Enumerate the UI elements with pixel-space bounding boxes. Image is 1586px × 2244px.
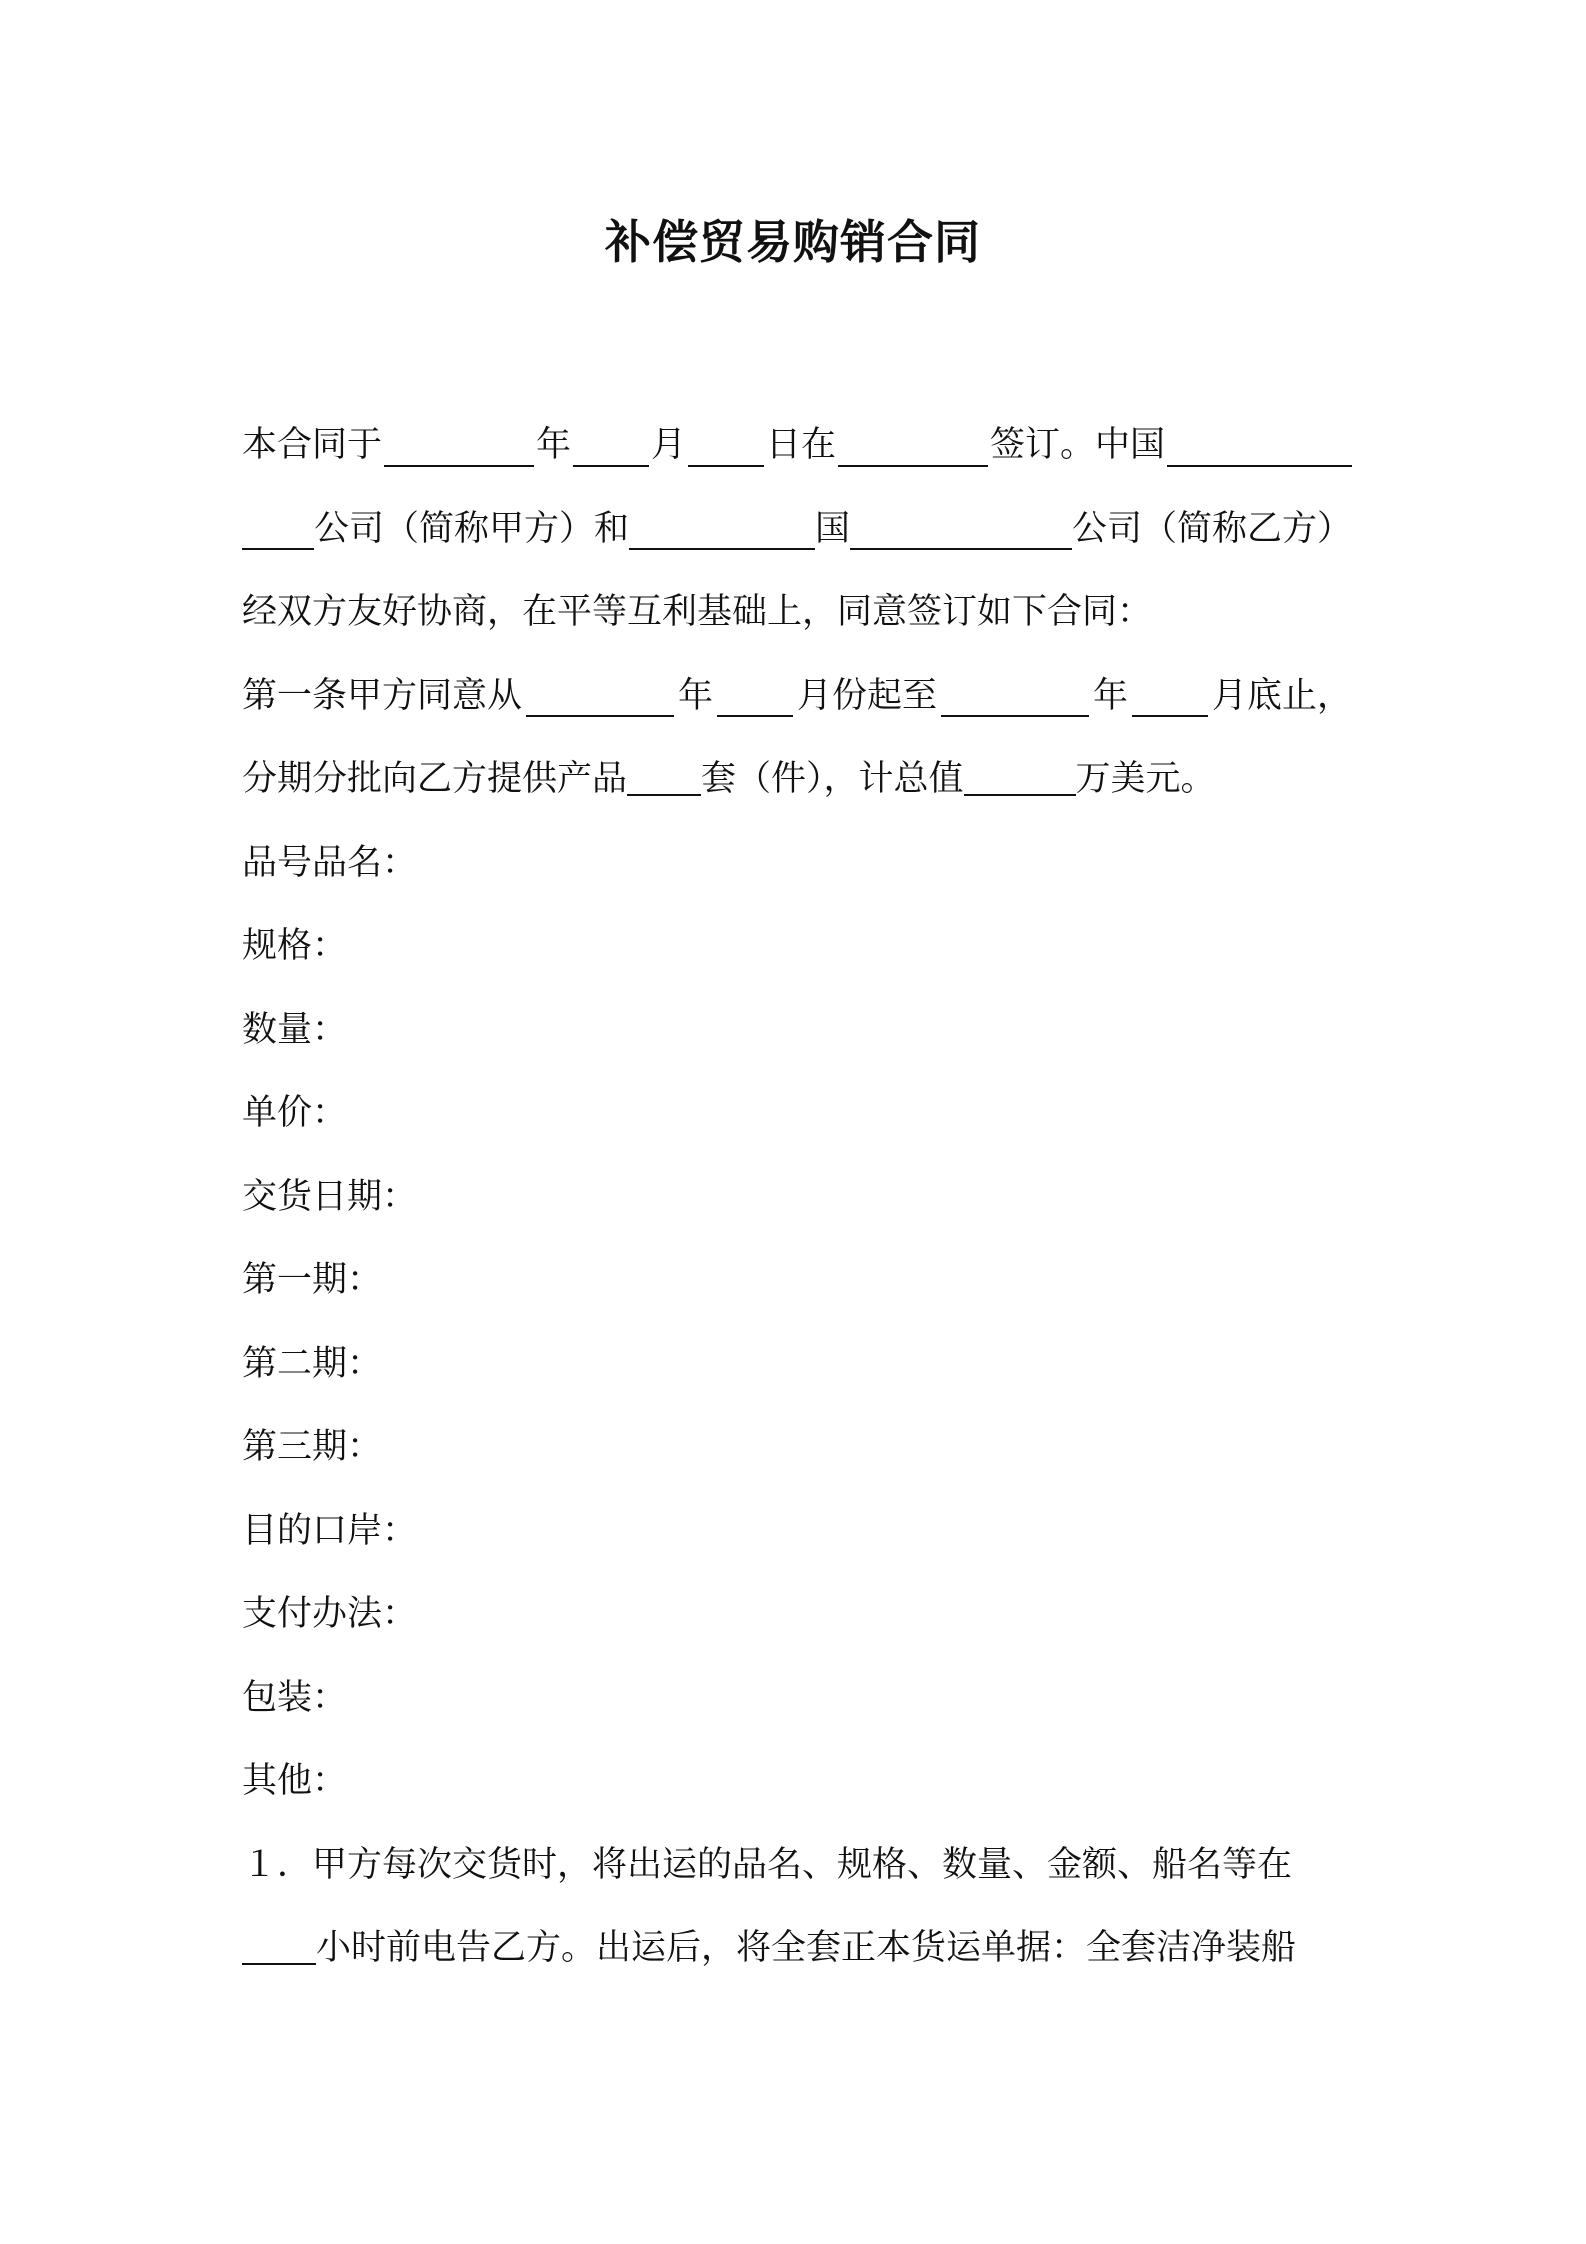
text-segment: 公司（简称乙方） — [1072, 508, 1353, 549]
blank-party-a-name — [1167, 425, 1352, 467]
blank-place — [838, 425, 988, 467]
text-segment: 万美元。 — [1075, 759, 1216, 799]
preamble-line-3: 经双方友好协商，在平等互利基础上，同意签订如下合同： — [242, 592, 1153, 632]
blank-end-year — [941, 675, 1089, 717]
text-segment: 月份起至 — [796, 675, 937, 716]
preamble-line-1 — [242, 404, 1352, 488]
clause-1-line-1: １．甲方每次交货时，将出运的品名、规格、数量、金额、船名等在 — [242, 1844, 1293, 1885]
field-phase-3: 第三期： — [242, 1427, 383, 1467]
text-segment: 国 — [815, 508, 851, 549]
text-segment: 日在 — [765, 425, 836, 465]
text-segment: 年 — [535, 425, 571, 465]
field-specification: 规格： — [242, 926, 348, 966]
article-1-line-2 — [242, 738, 1352, 822]
text-segment: 本合同于 — [242, 425, 383, 465]
blank-end-month — [1132, 675, 1208, 717]
field-phase-1: 第一期： — [242, 1260, 383, 1300]
text-segment: 年 — [677, 675, 713, 716]
text-segment: 签订。中国 — [989, 425, 1165, 465]
field-packaging: 包装： — [242, 1677, 348, 1718]
text-segment: 套（件），计总值 — [701, 759, 964, 799]
blank-year — [384, 425, 534, 467]
article-1-line-1 — [242, 655, 1352, 739]
blank-total-value — [964, 754, 1076, 796]
text-segment: 月 — [650, 425, 686, 465]
blank-country — [629, 508, 815, 550]
field-quantity: 数量： — [242, 1009, 348, 1050]
blank-party-b-name — [850, 508, 1072, 550]
field-product-name: 品号品名： — [242, 842, 418, 883]
text-segment: 小时前电告乙方。出运后，将全套正本货运单据：全套洁净装船 — [316, 1928, 1297, 1968]
blank-party-a-name-cont — [242, 508, 314, 550]
contract-title: 补偿贸易购销合同 — [605, 215, 981, 269]
text-segment: 分期分批向乙方提供产品 — [242, 759, 628, 799]
text-segment: 公司（简称甲方）和 — [314, 508, 630, 549]
text-segment: 年 — [1092, 675, 1128, 716]
clause-1-line-2 — [242, 1907, 1352, 1991]
field-destination-port: 目的口岸： — [242, 1510, 418, 1551]
text-segment: 第一条甲方同意从 — [242, 675, 523, 716]
blank-day — [688, 425, 764, 467]
field-unit-price: 单价： — [242, 1093, 348, 1133]
blank-start-year — [526, 675, 674, 717]
blank-hours — [242, 1923, 316, 1965]
contract-body — [242, 404, 1352, 1991]
field-phase-2: 第二期： — [242, 1343, 383, 1384]
field-other: 其他： — [242, 1761, 348, 1801]
blank-start-month — [717, 675, 793, 717]
blank-month — [573, 425, 649, 467]
field-payment-method: 支付办法： — [242, 1594, 418, 1634]
preamble-line-2 — [242, 488, 1352, 572]
text-segment: 月底止， — [1211, 675, 1352, 716]
field-delivery-date: 交货日期： — [242, 1176, 418, 1217]
blank-quantity — [627, 754, 701, 796]
